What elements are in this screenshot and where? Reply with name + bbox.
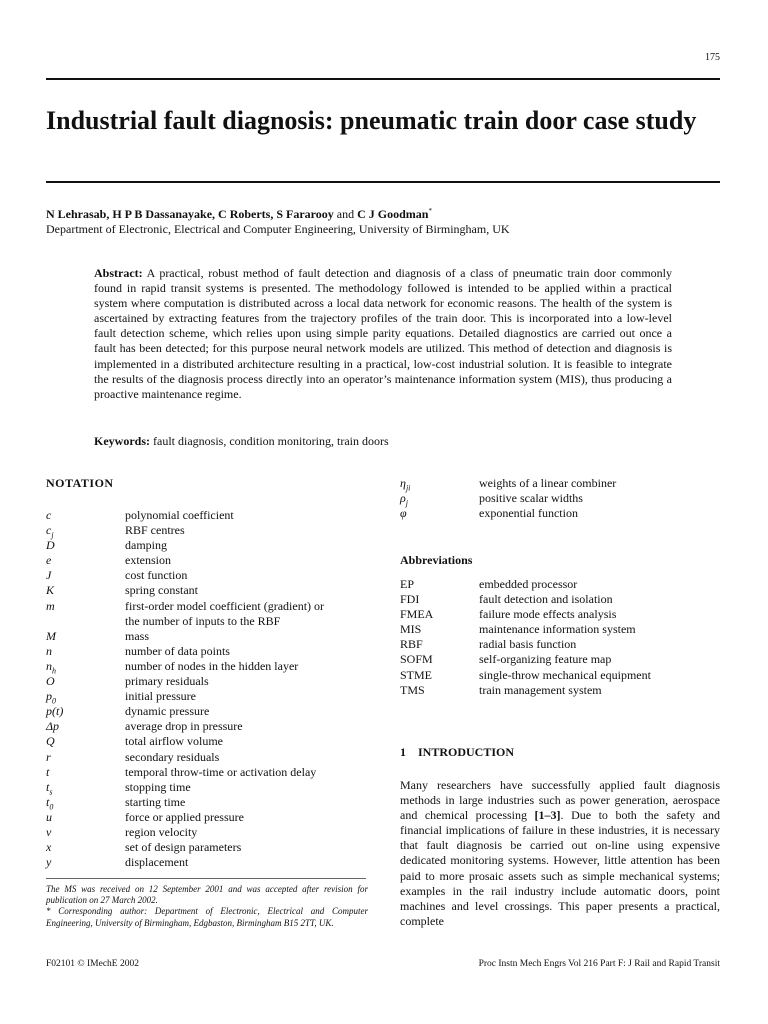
abbreviation-symbol: FDI	[400, 592, 420, 607]
paper-title: Industrial fault diagnosis: pneumatic train door case study	[46, 106, 697, 135]
notation-symbol-base: η	[400, 476, 406, 490]
notation-definition: first-order model coefficient (gradient) or	[125, 598, 325, 613]
notation-row	[46, 765, 376, 780]
notation-symbol: O	[46, 674, 55, 689]
section-number: 1	[400, 745, 406, 759]
footer-copyright: F02101 © IMechE 2002	[46, 959, 139, 969]
notation-symbol	[46, 614, 125, 629]
notation-definition: weights of a linear combiner	[479, 476, 617, 490]
author-names: N Lehrasab, H P B Dassanayake, C Roberts, S Fararooy	[46, 207, 334, 221]
notation-row	[400, 506, 720, 521]
title-bottom-rule	[46, 181, 720, 183]
notation-symbol: n	[46, 643, 52, 658]
notation-symbol-base: p	[46, 689, 52, 704]
introduction-text	[400, 778, 720, 929]
notation-symbol: Q	[46, 734, 55, 749]
keywords-text: fault diagnosis, condition monitoring, train doors	[153, 434, 389, 448]
introduction-heading	[400, 745, 526, 760]
notation-row	[46, 629, 376, 644]
notation-definition: extension	[125, 553, 171, 568]
notation-row	[46, 523, 376, 538]
author-list	[46, 207, 726, 222]
notation-symbol: J	[46, 568, 52, 583]
notation-row	[46, 583, 376, 598]
notation-symbol	[46, 795, 125, 810]
footnote-rule	[46, 878, 366, 879]
keywords-label: Keywords:	[94, 434, 150, 448]
corresponding-author-marker: *	[428, 207, 432, 215]
section-title: INTRODUCTION	[418, 745, 515, 759]
notation-symbol: φ	[400, 506, 407, 521]
notation-row	[400, 491, 720, 506]
notation-definition: number of data points	[125, 643, 230, 658]
notation-symbol: c	[46, 508, 52, 522]
notation-symbol: y	[46, 855, 52, 870]
abbreviation-definition: fault detection and isolation	[479, 592, 613, 607]
notation-definition: number of nodes in the hidden layer	[125, 658, 299, 673]
page-number: 175	[705, 52, 720, 63]
abbreviation-symbol: FMEA	[400, 607, 434, 622]
keywords	[94, 434, 672, 449]
notation-symbol: v	[46, 824, 52, 839]
notation-definition: average drop in pressure	[125, 719, 243, 734]
notation-definition: polynomial coefficient	[125, 508, 234, 522]
notation-symbol: e	[46, 553, 52, 568]
notation-row	[46, 825, 376, 840]
notation-row	[46, 750, 376, 765]
abbreviations-list	[400, 577, 720, 698]
abbreviation-symbol: SOFM	[400, 652, 433, 667]
abbreviation-row	[400, 668, 720, 683]
abbreviation-definition: self-organizing feature map	[479, 652, 612, 667]
notation-definition: region velocity	[125, 824, 198, 839]
notation-symbol	[46, 659, 125, 674]
notation-symbol	[46, 780, 125, 795]
notation-row	[46, 855, 376, 870]
notation-row	[46, 840, 376, 855]
notation-definition: damping	[125, 538, 167, 553]
notation-definition: initial pressure	[125, 689, 196, 704]
notation-symbol-subscript: 0	[52, 696, 56, 706]
notation-symbol-base: ρ	[400, 491, 406, 506]
notation-definition: mass	[125, 628, 149, 643]
abbreviation-definition: radial basis function	[479, 637, 577, 652]
abbreviation-row	[400, 637, 720, 652]
abbreviation-row	[400, 592, 720, 607]
notation-symbol: Δp	[46, 719, 60, 734]
notation-symbol-base: n	[46, 658, 52, 673]
notation-definition: set of design parameters	[125, 840, 242, 855]
notation-row	[46, 810, 376, 825]
notation-row	[46, 704, 376, 719]
abbreviation-row	[400, 622, 720, 637]
notation-symbol	[400, 491, 479, 506]
notation-list-left	[46, 508, 376, 870]
notation-row	[46, 659, 376, 674]
notation-symbol: D	[46, 538, 55, 553]
author-conjunction: and	[336, 207, 355, 221]
notation-row	[46, 719, 376, 734]
notation-row	[46, 538, 376, 553]
notation-definition: positive scalar widths	[479, 491, 583, 506]
notation-symbol: p(t)	[46, 704, 64, 719]
abbreviation-symbol: MIS	[400, 622, 422, 637]
notation-symbol: K	[46, 583, 55, 598]
notation-symbol-subscript: s	[49, 787, 53, 797]
notation-row	[46, 568, 376, 583]
notation-definition: starting time	[125, 794, 186, 809]
notation-definition: spring constant	[125, 583, 198, 598]
abbreviation-symbol: RBF	[400, 637, 423, 652]
abbreviation-row	[400, 577, 720, 592]
notation-row	[400, 476, 720, 491]
abbreviation-symbol: EP	[400, 577, 415, 591]
notation-symbol-subscript: 0	[49, 802, 54, 812]
notation-row	[46, 508, 376, 523]
notation-definition: stopping time	[125, 779, 191, 794]
notation-definition: cost function	[125, 568, 188, 583]
top-rule	[46, 78, 720, 80]
intro-text-after-ref: . Due to both the safety and financial implications of failure in these industries, it is necessary that fault diagnosis be carried out on-line using expensive dedicated monitoring systems. However, little attention has been paid to more prosaic assets such as simple mechanical systems; examples in the rail industry include automatic doors, point machines and level crossings. This paper presents a practical, complete	[400, 808, 720, 928]
notation-row	[46, 614, 376, 629]
notation-list-right	[400, 476, 720, 521]
notation-row	[46, 644, 376, 659]
abbreviation-definition: single-throw mechanical equipment	[479, 667, 651, 682]
notation-symbol-subscript: j	[51, 530, 54, 540]
received-footnote: The MS was received on 12 September 2001 and was accepted after revision for publication on 27 March 2002.	[46, 884, 368, 906]
notation-symbol-subscript: ji	[405, 483, 411, 493]
notation-symbol	[46, 523, 125, 538]
notation-symbol: r	[46, 749, 51, 764]
notation-symbol	[400, 476, 479, 491]
abbreviation-row	[400, 683, 720, 698]
notation-symbol: x	[46, 840, 52, 855]
footnotes	[46, 884, 368, 929]
abstract-label: Abstract:	[94, 266, 143, 280]
corresponding-author-footnote: * Corresponding author: Department of Electronic, Electrical and Computer Engineering, University of Birmingham, Edgbaston, Birmingham B15 2TT, UK.	[46, 906, 368, 928]
notation-definition: secondary residuals	[125, 749, 220, 764]
abbreviation-definition: failure mode effects analysis	[479, 607, 617, 622]
notation-symbol-base: c	[46, 523, 52, 538]
notation-row	[46, 599, 376, 614]
abbreviation-definition: train management system	[479, 682, 602, 697]
notation-symbol-base: t	[46, 779, 50, 794]
notation-definition: RBF centres	[125, 523, 185, 538]
notation-definition: primary residuals	[125, 674, 209, 689]
notation-symbol-subscript: h	[52, 666, 56, 676]
notation-definition: temporal throw-time or activation delay	[125, 764, 317, 779]
abstract	[94, 266, 672, 402]
notation-definition: displacement	[125, 855, 189, 870]
affiliation: Department of Electronic, Electrical and Computer Engineering, University of Birmingham, UK	[46, 222, 510, 236]
abbreviations-heading: Abbreviations	[400, 553, 473, 567]
citation-link[interactable]: [1–3]	[534, 808, 561, 823]
notation-definition: the number of inputs to the RBF	[125, 613, 281, 628]
abbreviation-symbol: TMS	[400, 682, 425, 697]
notation-definition: total airflow volume	[125, 734, 223, 749]
notation-definition: dynamic pressure	[125, 704, 210, 719]
corresponding-author-name: C J Goodman	[357, 207, 429, 221]
footer-journal: Proc Instn Mech Engrs Vol 216 Part F: J Rail and Rapid Transit	[478, 959, 720, 969]
abstract-text: A practical, robust method of fault detection and diagnosis of a class of pneumatic train door commonly found in rapid transit systems is presented. The methodology followed is intended to be applied within a practical system where computation is distributed across a local data network for economic reasons. The health of the system is ascertained by extracting features from the trajectory profiles of the train door. This is incorporated into a low-level fault detection scheme, which relies upon using simple parity equations. Detailed diagnostics are carried out once a fault has been detected; for this purpose neural network models are utilized. This method of detection and diagnosis is implemented in a distributed architecture resulting in a practical, low-cost industrial solution. It is feasible to integrate the results of the diagnosis process directly into an operator’s maintenance information system (MIS), thus producing a proactive maintenance regime.	[94, 266, 672, 401]
notation-definition: exponential function	[479, 506, 578, 521]
abbreviation-row	[400, 652, 720, 667]
notation-row	[46, 689, 376, 704]
notation-symbol: m	[46, 598, 55, 613]
notation-row	[46, 780, 376, 795]
notation-symbol: u	[46, 809, 52, 824]
notation-symbol-subscript: j	[405, 498, 408, 508]
abbreviation-row	[400, 607, 720, 622]
notation-symbol	[46, 689, 125, 704]
notation-row	[46, 795, 376, 810]
notation-symbol: M	[46, 628, 56, 643]
notation-row	[46, 553, 376, 568]
notation-row	[46, 674, 376, 689]
notation-definition: force or applied pressure	[125, 809, 244, 824]
abbreviation-definition: embedded processor	[479, 577, 578, 591]
notation-symbol: t	[46, 764, 50, 779]
abbreviation-definition: maintenance information system	[479, 622, 636, 637]
intro-text-before-ref: Many researchers have successfully applied fault diagnosis methods in large industries such as power generation, aerospace and chemical processing	[400, 778, 720, 823]
abbreviation-symbol: STME	[400, 667, 433, 682]
notation-row	[46, 734, 376, 749]
notation-symbol-base: t	[46, 794, 50, 809]
notation-heading: NOTATION	[46, 476, 114, 490]
